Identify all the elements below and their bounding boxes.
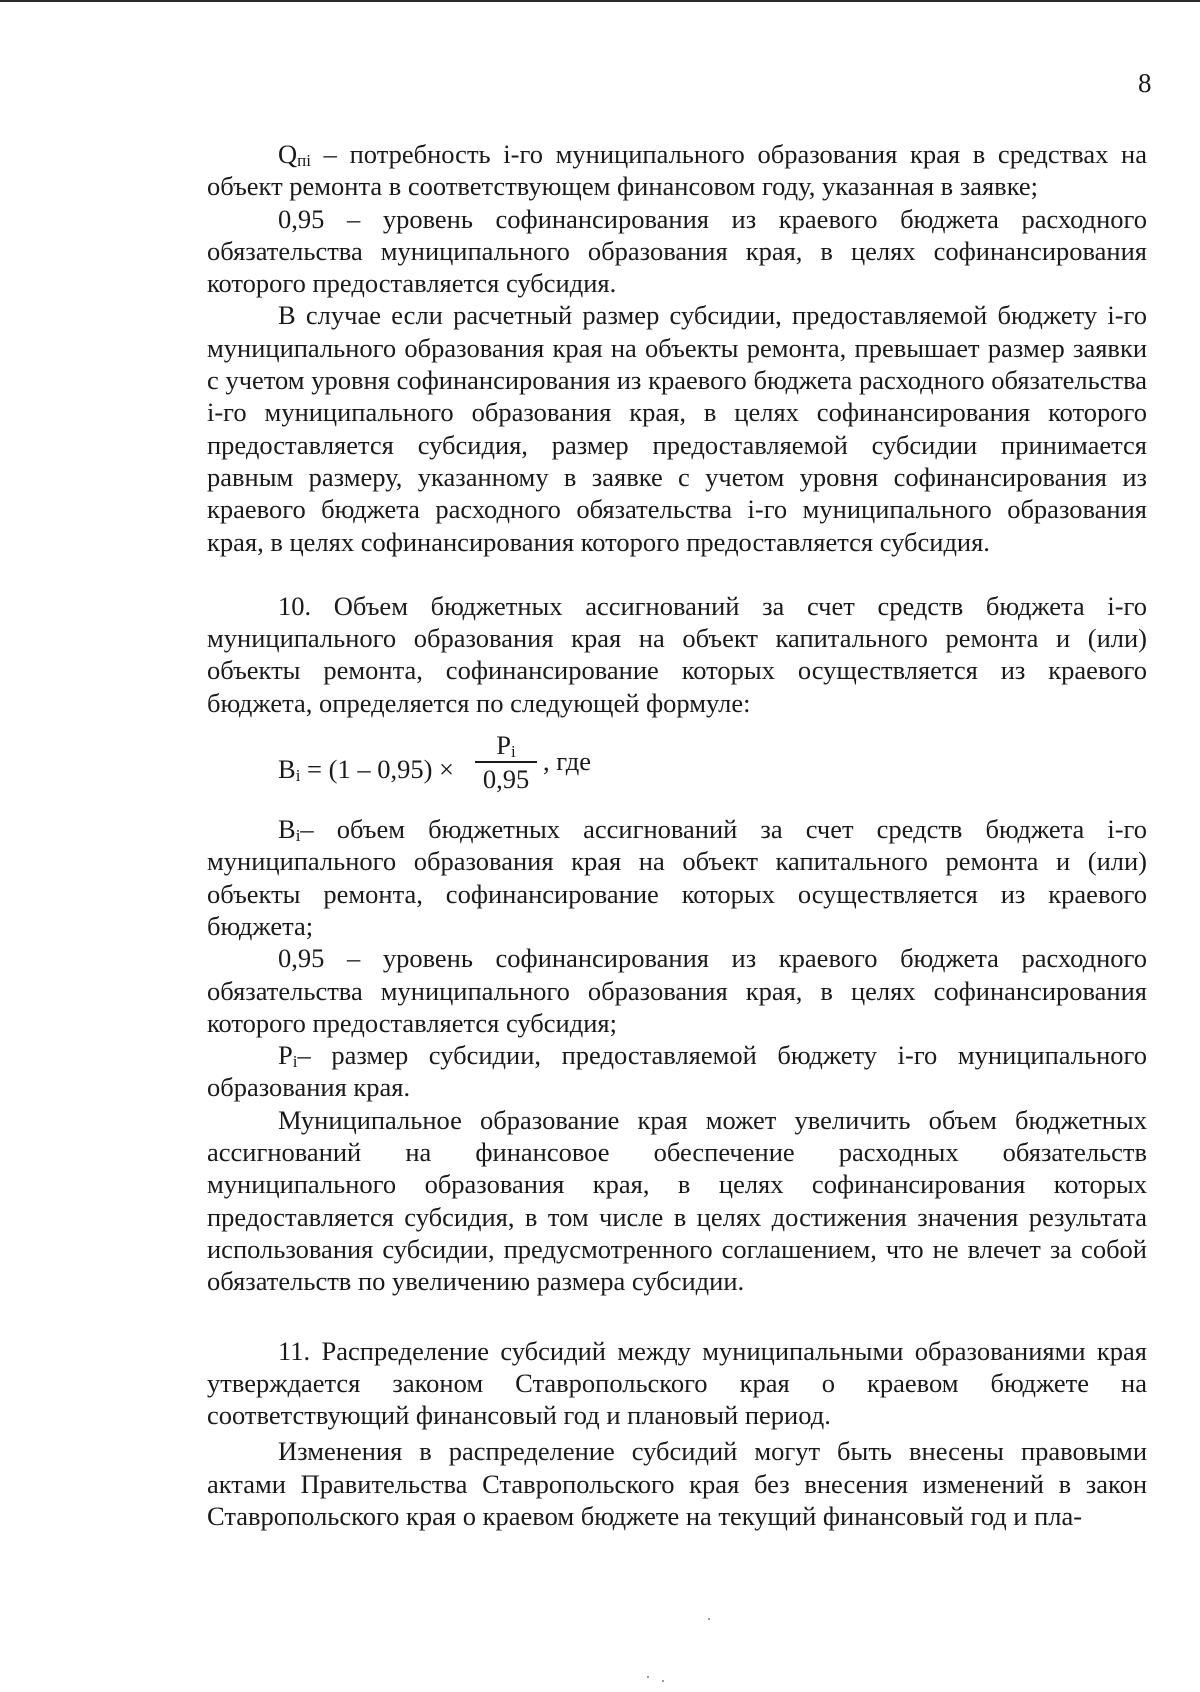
budget-formula xyxy=(207,723,1147,811)
p-definition-text: – размер субсидии, предоставляемой бюджету i-го муниципального образования края. xyxy=(207,1040,1147,1103)
formula-lhs xyxy=(278,753,454,785)
paragraph-increase-allocations: Муниципальное образование края может увеличить объем бюджетных ассигнований на финансовое обеспечение расходных обязательств муниципального образования края, в целях софинансирования которых предоставляется субсидия, в том числе в целях достижения значения результата использования субсидии, предусмотренного соглашением, что не влечет за собой обязательств по увеличению размера субсидии. xyxy=(207,1104,1147,1297)
formula-tail: , где xyxy=(543,746,592,777)
paragraph-q-definition xyxy=(207,138,1147,203)
paragraph-cofinancing-level: 0,95 – уровень софинансирования из краевого бюджета расходного обязательства муниципального образования края, в целях софинансирования которого предоставляется субсидия. xyxy=(207,203,1147,299)
formula-p-symbol: P xyxy=(496,730,511,761)
scan-speck xyxy=(708,1618,710,1620)
paragraph-distribution-changes: Изменения в распределение субсидий могут быть внесены правовыми актами Правительства Ставропольского края без внесения изменений в закон Ставропольского края о краевом бюджете на текущий финансовый год и пла- xyxy=(207,1436,1147,1531)
q-symbol: Q xyxy=(278,139,298,169)
document-body xyxy=(207,138,1147,1532)
paragraph-section-11: 11. Распределение субсидий между муниципальными образованиями края утверждается законом Ставропольского края о краевом бюджете на соответствующий финансовый год и плановый период. xyxy=(207,1335,1147,1431)
q-subscript: пi xyxy=(297,151,311,170)
paragraph-section-10: 10. Объем бюджетных ассигнований за счет средств бюджета i-го муниципального образования края на объект капитального ремонта и (или) объекты ремонта, софинансирование которых осуществляется из краевого бюджета, определяется по следующей формуле: xyxy=(207,590,1147,718)
paragraph-p-definition xyxy=(207,1039,1147,1104)
b-subscript: i xyxy=(295,826,301,846)
formula-denominator: 0,95 xyxy=(482,764,530,795)
scan-top-edge xyxy=(0,0,1200,2)
p-subscript: i xyxy=(292,1052,298,1072)
formula-numerator xyxy=(471,723,541,761)
paragraph-b-definition xyxy=(207,813,1147,942)
formula-fraction xyxy=(471,723,541,796)
b-symbol: B xyxy=(278,814,296,845)
formula-lhs-rest: = (1 – 0,95) × xyxy=(300,754,454,785)
formula-p-subscript: i xyxy=(511,742,516,762)
formula-b-subscript: i xyxy=(295,766,301,786)
p-symbol: P xyxy=(278,1040,293,1071)
formula-b-symbol: B xyxy=(278,754,296,785)
scan-speck xyxy=(647,1676,649,1678)
b-definition-text: – объем бюджетных ассигнований за счет средств бюджета i-го муниципального образования края на объект капитального ремонта и (или) объекты ремонта, софинансирование которых осуществляется из краевого бюджета; xyxy=(207,814,1147,941)
page-number: 8 xyxy=(1138,68,1152,98)
scan-speck xyxy=(662,1680,664,1682)
paragraph-subsidy-case: В случае если расчетный размер субсидии, предоставляемой бюджету i-го муниципального образования края на объекты ремонта, превышает размер заявки с учетом уровня софинансирования из краевого бюджета расходного обязательства i-го муниципального образования края, в целях софинансирования которого предоставляется субсидия, размер предоставляемой субсидии принимается равным размеру, указанному в заявке с учетом уровня софинансирования из краевого бюджета расходного обязательства i-го муниципального образования края, в целях софинансирования которого предоставляется субсидия. xyxy=(207,300,1147,557)
paragraph-cofinancing-level-2: 0,95 – уровень софинансирования из краевого бюджета расходного обязательства муниципального образования края, в целях софинансирования которого предоставляется субсидия; xyxy=(207,943,1147,1038)
q-definition-text: – потребность i-го муниципального образования края в средствах на объект ремонта в соответствующем финансовом году, указанная в заявке; xyxy=(207,139,1147,202)
